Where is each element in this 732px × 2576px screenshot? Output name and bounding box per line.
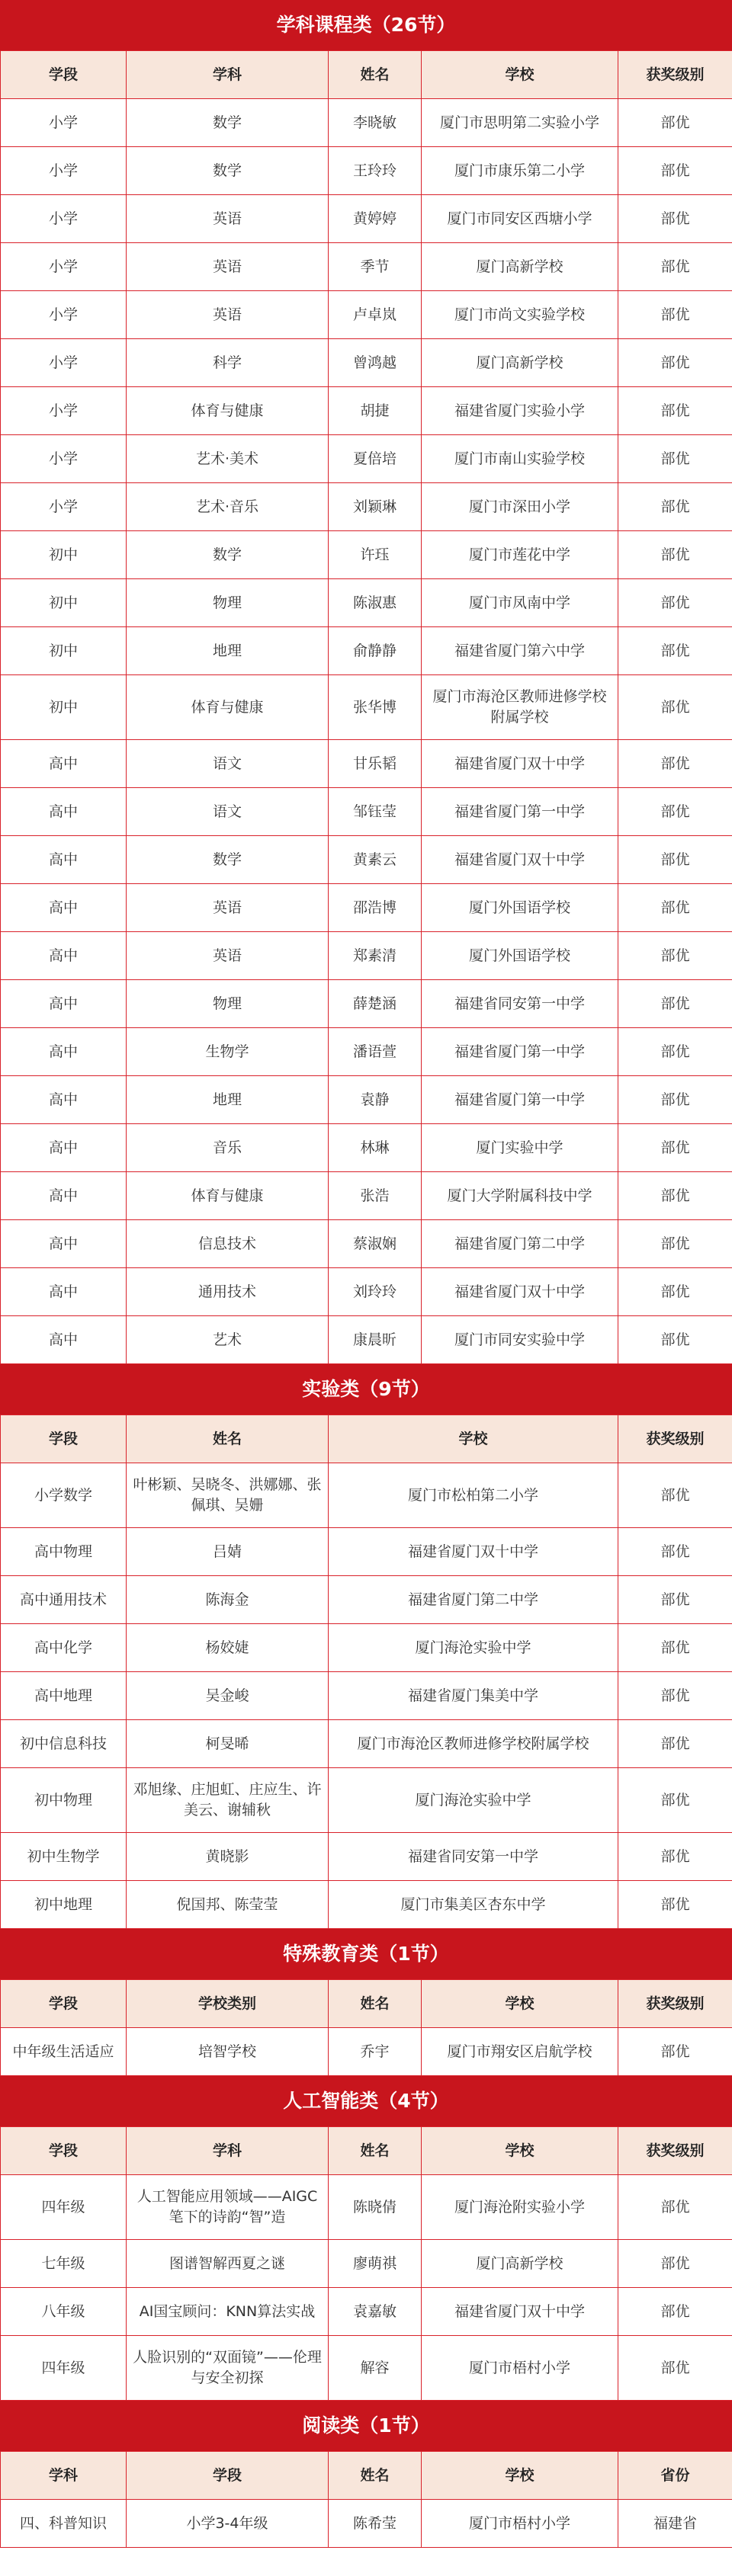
table-cell: 艺术·美术 <box>127 435 329 483</box>
table-cell: 厦门大学附属科技中学 <box>422 1172 618 1220</box>
table-cell: 康晨昕 <box>329 1316 422 1364</box>
table-cell: 厦门市松柏第二小学 <box>329 1463 618 1528</box>
column-header: 学段 <box>127 2452 329 2500</box>
table-cell: 高中地理 <box>1 1672 127 1720</box>
column-header: 获奖级别 <box>618 51 732 99</box>
table-cell: 许珏 <box>329 531 422 579</box>
table-cell: 部优 <box>618 579 732 627</box>
column-header: 姓名 <box>329 2452 422 2500</box>
table-cell: 小学 <box>1 387 127 435</box>
table-cell: 初中信息科技 <box>1 1720 127 1768</box>
table-row <box>1 2500 732 2548</box>
table-cell: 刘颖琳 <box>329 483 422 531</box>
table-cell: 部优 <box>618 435 732 483</box>
table-cell: 人工智能应用领域——AIGC笔下的诗韵“智”造 <box>127 2175 329 2240</box>
table-cell: 小学 <box>1 243 127 291</box>
table-cell: 部优 <box>618 2240 732 2288</box>
table-cell: 柯旻晞 <box>127 1720 329 1768</box>
table-cell: 小学 <box>1 291 127 339</box>
table-cell: 倪国邦、陈莹莹 <box>127 1881 329 1929</box>
table-cell: 体育与健康 <box>127 387 329 435</box>
table-row <box>1 836 732 884</box>
table-cell: 厦门海沧实验中学 <box>329 1624 618 1672</box>
table-cell: 四年级 <box>1 2175 127 2240</box>
table-cell: 部优 <box>618 195 732 243</box>
table-cell: 厦门外国语学校 <box>422 884 618 932</box>
table-row <box>1 2240 732 2288</box>
table-cell: 福建省厦门第二中学 <box>329 1576 618 1624</box>
section-title-special-education: 特殊教育类（1节） <box>0 1929 732 1979</box>
table-cell: 部优 <box>618 788 732 836</box>
table-cell: 部优 <box>618 1172 732 1220</box>
table-row <box>1 980 732 1028</box>
table-header-row <box>1 2127 732 2175</box>
table-row <box>1 1881 732 1929</box>
table-cell: 数学 <box>127 531 329 579</box>
table-cell: 卢卓岚 <box>329 291 422 339</box>
table-row <box>1 627 732 675</box>
table-cell: 数学 <box>127 836 329 884</box>
column-header: 学段 <box>1 1980 127 2028</box>
table-cell: 福建省同安第一中学 <box>329 1833 618 1881</box>
table-cell: 部优 <box>618 339 732 387</box>
table-cell: 高中 <box>1 1076 127 1124</box>
table-cell: 潘语萱 <box>329 1028 422 1076</box>
table-row <box>1 291 732 339</box>
table-cell: 厦门实验中学 <box>422 1124 618 1172</box>
table-row <box>1 2336 732 2401</box>
table-cell: 高中 <box>1 884 127 932</box>
table-cell: 地理 <box>127 627 329 675</box>
table-cell: 福建省厦门双十中学 <box>329 1528 618 1576</box>
table-cell: 部优 <box>618 884 732 932</box>
table-cell: 叶彬颖、吴晓冬、洪娜娜、张佩琪、吴姗 <box>127 1463 329 1528</box>
table-cell: 部优 <box>618 1833 732 1881</box>
table-cell: 科学 <box>127 339 329 387</box>
table-cell: 高中 <box>1 980 127 1028</box>
table-cell: 部优 <box>618 1720 732 1768</box>
column-header: 学校 <box>422 51 618 99</box>
table-cell: 高中 <box>1 836 127 884</box>
table-cell: 部优 <box>618 2336 732 2401</box>
table-cell: 部优 <box>618 836 732 884</box>
table-cell: 部优 <box>618 387 732 435</box>
table-row <box>1 579 732 627</box>
table-row <box>1 1268 732 1316</box>
table-cell: 部优 <box>618 291 732 339</box>
table-cell: 厦门市同安实验中学 <box>422 1316 618 1364</box>
table-cell: 张华博 <box>329 675 422 740</box>
table-cell: 部优 <box>618 243 732 291</box>
table-cell: 季节 <box>329 243 422 291</box>
table-cell: 廖萌祺 <box>329 2240 422 2288</box>
table-cell: 七年级 <box>1 2240 127 2288</box>
table-cell: 小学 <box>1 435 127 483</box>
table-cell: 四年级 <box>1 2336 127 2401</box>
table-header-row <box>1 1980 732 2028</box>
table-cell: 小学 <box>1 147 127 195</box>
table-cell: 福建省同安第一中学 <box>422 980 618 1028</box>
table-cell: 福建省厦门双十中学 <box>422 740 618 788</box>
column-header: 姓名 <box>329 51 422 99</box>
table-cell: 高中 <box>1 1028 127 1076</box>
table-cell: 吕婧 <box>127 1528 329 1576</box>
table-cell: 厦门市莲花中学 <box>422 531 618 579</box>
column-header: 姓名 <box>127 1415 329 1463</box>
table-cell: 厦门海沧实验中学 <box>329 1768 618 1833</box>
table-cell: 厦门市思明第二实验小学 <box>422 99 618 147</box>
table-cell: 福建省 <box>618 2500 732 2548</box>
section-title-subject-courses: 学科课程类（26节） <box>0 0 732 50</box>
table-row <box>1 243 732 291</box>
table-cell: 初中 <box>1 579 127 627</box>
subject-courses-table <box>0 50 732 1364</box>
table-cell: 邓旭缘、庄旭虹、庄应生、许美云、谢辅秋 <box>127 1768 329 1833</box>
table-cell: 黄素云 <box>329 836 422 884</box>
table-cell: 黄晓影 <box>127 1833 329 1881</box>
column-header: 获奖级别 <box>618 1415 732 1463</box>
table-cell: 厦门高新学校 <box>422 2240 618 2288</box>
table-cell: 厦门市海沧区教师进修学校附属学校 <box>422 675 618 740</box>
table-cell: 英语 <box>127 291 329 339</box>
table-cell: 薛楚涵 <box>329 980 422 1028</box>
table-cell: 通用技术 <box>127 1268 329 1316</box>
table-cell: 部优 <box>618 2028 732 2076</box>
table-row <box>1 435 732 483</box>
table-cell: 高中化学 <box>1 1624 127 1672</box>
table-cell: 高中 <box>1 1124 127 1172</box>
table-row <box>1 1463 732 1528</box>
table-cell: 厦门外国语学校 <box>422 932 618 980</box>
table-header-row <box>1 51 732 99</box>
table-cell: 英语 <box>127 243 329 291</box>
column-header: 省份 <box>618 2452 732 2500</box>
table-cell: 胡捷 <box>329 387 422 435</box>
column-header: 学段 <box>1 1415 127 1463</box>
table-cell: 部优 <box>618 1268 732 1316</box>
table-row <box>1 387 732 435</box>
table-cell: 中年级生活适应 <box>1 2028 127 2076</box>
table-row <box>1 483 732 531</box>
table-cell: 音乐 <box>127 1124 329 1172</box>
table-cell: 部优 <box>618 1124 732 1172</box>
table-row <box>1 1833 732 1881</box>
table-cell: 福建省厦门集美中学 <box>329 1672 618 1720</box>
table-cell: 蔡淑娴 <box>329 1220 422 1268</box>
table-cell: 部优 <box>618 740 732 788</box>
table-cell: 福建省厦门第六中学 <box>422 627 618 675</box>
table-cell: 厦门市同安区西塘小学 <box>422 195 618 243</box>
table-row <box>1 339 732 387</box>
table-cell: 小学 <box>1 483 127 531</box>
table-header-row <box>1 1415 732 1463</box>
table-cell: 艺术·音乐 <box>127 483 329 531</box>
table-cell: 厦门市深田小学 <box>422 483 618 531</box>
table-cell: 部优 <box>618 1576 732 1624</box>
table-cell: 部优 <box>618 1220 732 1268</box>
table-cell: 部优 <box>618 1528 732 1576</box>
experiment-table <box>0 1415 732 1929</box>
table-cell: 甘乐韬 <box>329 740 422 788</box>
table-cell: 厦门市凤南中学 <box>422 579 618 627</box>
table-row <box>1 1768 732 1833</box>
column-header: 学科 <box>127 2127 329 2175</box>
table-cell: 生物学 <box>127 1028 329 1076</box>
table-cell: 初中 <box>1 675 127 740</box>
table-cell: 福建省厦门双十中学 <box>422 1268 618 1316</box>
column-header: 姓名 <box>329 1980 422 2028</box>
column-header: 学校类别 <box>127 1980 329 2028</box>
table-cell: 初中物理 <box>1 1768 127 1833</box>
column-header: 获奖级别 <box>618 1980 732 2028</box>
table-row <box>1 1076 732 1124</box>
table-cell: 部优 <box>618 675 732 740</box>
table-cell: 黄婷婷 <box>329 195 422 243</box>
table-row <box>1 2028 732 2076</box>
table-cell: 物理 <box>127 980 329 1028</box>
table-cell: 英语 <box>127 195 329 243</box>
table-row <box>1 99 732 147</box>
table-row <box>1 1576 732 1624</box>
table-cell: 部优 <box>618 99 732 147</box>
table-row <box>1 1624 732 1672</box>
table-cell: 厦门市康乐第二小学 <box>422 147 618 195</box>
table-row <box>1 2288 732 2336</box>
table-cell: 郑素清 <box>329 932 422 980</box>
table-cell: 人脸识别的“双面镜”——伦理与安全初探 <box>127 2336 329 2401</box>
table-cell: 初中 <box>1 627 127 675</box>
table-cell: 陈希莹 <box>329 2500 422 2548</box>
reading-table <box>0 2451 732 2548</box>
table-row <box>1 1316 732 1364</box>
column-header: 学段 <box>1 51 127 99</box>
table-cell: 俞静静 <box>329 627 422 675</box>
table-cell: 曾鸿越 <box>329 339 422 387</box>
table-cell: 厦门市梧村小学 <box>422 2336 618 2401</box>
table-cell: 数学 <box>127 99 329 147</box>
table-row <box>1 740 732 788</box>
table-cell: 部优 <box>618 1316 732 1364</box>
table-cell: 部优 <box>618 932 732 980</box>
table-cell: 部优 <box>618 980 732 1028</box>
table-cell: 体育与健康 <box>127 1172 329 1220</box>
table-cell: 解容 <box>329 2336 422 2401</box>
column-header: 姓名 <box>329 2127 422 2175</box>
table-cell: 厦门市集美区杏东中学 <box>329 1881 618 1929</box>
table-cell: 福建省厦门实验小学 <box>422 387 618 435</box>
table-cell: 地理 <box>127 1076 329 1124</box>
table-cell: 体育与健康 <box>127 675 329 740</box>
table-row <box>1 1220 732 1268</box>
table-cell: 部优 <box>618 1672 732 1720</box>
section-title-reading: 阅读类（1节） <box>0 2401 732 2451</box>
table-cell: 八年级 <box>1 2288 127 2336</box>
column-header: 学段 <box>1 2127 127 2175</box>
table-cell: 培智学校 <box>127 2028 329 2076</box>
table-row <box>1 2175 732 2240</box>
column-header: 学科 <box>127 51 329 99</box>
table-cell: 夏倍培 <box>329 435 422 483</box>
table-cell: 初中生物学 <box>1 1833 127 1881</box>
special-education-table <box>0 1979 732 2076</box>
table-cell: 小学 <box>1 195 127 243</box>
table-cell: 部优 <box>618 1624 732 1672</box>
table-cell: 陈海金 <box>127 1576 329 1624</box>
table-cell: 物理 <box>127 579 329 627</box>
table-cell: 小学3-4年级 <box>127 2500 329 2548</box>
table-cell: 高中物理 <box>1 1528 127 1576</box>
table-cell: 小学 <box>1 99 127 147</box>
table-cell: 福建省厦门第一中学 <box>422 1076 618 1124</box>
table-row <box>1 1028 732 1076</box>
column-header: 学校 <box>422 2127 618 2175</box>
table-cell: 高中 <box>1 1316 127 1364</box>
table-cell: 吴金峻 <box>127 1672 329 1720</box>
table-row <box>1 1528 732 1576</box>
column-header: 学校 <box>422 1980 618 2028</box>
table-cell: 部优 <box>618 627 732 675</box>
table-cell: 王玲玲 <box>329 147 422 195</box>
table-cell: 部优 <box>618 2175 732 2240</box>
column-header: 获奖级别 <box>618 2127 732 2175</box>
table-cell: 高中 <box>1 932 127 980</box>
table-cell: 陈晓倩 <box>329 2175 422 2240</box>
table-cell: 陈淑惠 <box>329 579 422 627</box>
table-cell: 部优 <box>618 483 732 531</box>
table-cell: 福建省厦门双十中学 <box>422 2288 618 2336</box>
table-cell: 林琳 <box>329 1124 422 1172</box>
table-cell: 四、科普知识 <box>1 2500 127 2548</box>
table-row <box>1 1672 732 1720</box>
table-cell: 福建省厦门第二中学 <box>422 1220 618 1268</box>
table-cell: 数学 <box>127 147 329 195</box>
table-row <box>1 195 732 243</box>
table-cell: 高中通用技术 <box>1 1576 127 1624</box>
table-cell: 高中 <box>1 740 127 788</box>
table-cell: 乔宇 <box>329 2028 422 2076</box>
table-header-row <box>1 2452 732 2500</box>
table-cell: 厦门市梧村小学 <box>422 2500 618 2548</box>
table-cell: 厦门市尚文实验学校 <box>422 291 618 339</box>
column-header: 学校 <box>422 2452 618 2500</box>
table-row <box>1 932 732 980</box>
table-row <box>1 1124 732 1172</box>
table-row <box>1 1720 732 1768</box>
artificial-intelligence-table <box>0 2126 732 2401</box>
table-cell: 部优 <box>618 2288 732 2336</box>
table-cell: 厦门高新学校 <box>422 339 618 387</box>
table-cell: 袁嘉敏 <box>329 2288 422 2336</box>
table-cell: 邹钰莹 <box>329 788 422 836</box>
section-title-artificial-intelligence: 人工智能类（4节） <box>0 2076 732 2126</box>
column-header: 学科 <box>1 2452 127 2500</box>
table-cell: AI国宝顾问：KNN算法实战 <box>127 2288 329 2336</box>
table-cell: 艺术 <box>127 1316 329 1364</box>
table-cell: 厦门市海沧区教师进修学校附属学校 <box>329 1720 618 1768</box>
column-header: 学校 <box>329 1415 618 1463</box>
table-row <box>1 147 732 195</box>
table-cell: 邵浩博 <box>329 884 422 932</box>
table-cell: 部优 <box>618 1768 732 1833</box>
table-cell: 张浩 <box>329 1172 422 1220</box>
table-row <box>1 884 732 932</box>
table-row <box>1 531 732 579</box>
table-cell: 语文 <box>127 788 329 836</box>
table-cell: 语文 <box>127 740 329 788</box>
table-cell: 高中 <box>1 1220 127 1268</box>
table-cell: 杨姣婕 <box>127 1624 329 1672</box>
table-row <box>1 788 732 836</box>
table-cell: 厦门高新学校 <box>422 243 618 291</box>
table-cell: 初中地理 <box>1 1881 127 1929</box>
section-title-experiment: 实验类（9节） <box>0 1364 732 1415</box>
table-cell: 厦门市翔安区启航学校 <box>422 2028 618 2076</box>
table-cell: 英语 <box>127 884 329 932</box>
table-cell: 高中 <box>1 1172 127 1220</box>
table-cell: 厦门市南山实验学校 <box>422 435 618 483</box>
table-cell: 袁静 <box>329 1076 422 1124</box>
table-cell: 小学数学 <box>1 1463 127 1528</box>
table-cell: 部优 <box>618 1881 732 1929</box>
table-cell: 刘玲玲 <box>329 1268 422 1316</box>
table-cell: 部优 <box>618 1463 732 1528</box>
table-cell: 福建省厦门第一中学 <box>422 1028 618 1076</box>
table-cell: 高中 <box>1 1268 127 1316</box>
table-cell: 福建省厦门双十中学 <box>422 836 618 884</box>
table-cell: 部优 <box>618 1028 732 1076</box>
table-cell: 部优 <box>618 1076 732 1124</box>
table-cell: 图谱智解西夏之谜 <box>127 2240 329 2288</box>
table-cell: 部优 <box>618 531 732 579</box>
table-cell: 小学 <box>1 339 127 387</box>
table-cell: 英语 <box>127 932 329 980</box>
table-cell: 福建省厦门第一中学 <box>422 788 618 836</box>
table-cell: 李晓敏 <box>329 99 422 147</box>
table-cell: 部优 <box>618 147 732 195</box>
table-cell: 信息技术 <box>127 1220 329 1268</box>
table-row <box>1 675 732 740</box>
table-cell: 高中 <box>1 788 127 836</box>
table-row <box>1 1172 732 1220</box>
table-cell: 初中 <box>1 531 127 579</box>
table-cell: 厦门海沧附实验小学 <box>422 2175 618 2240</box>
